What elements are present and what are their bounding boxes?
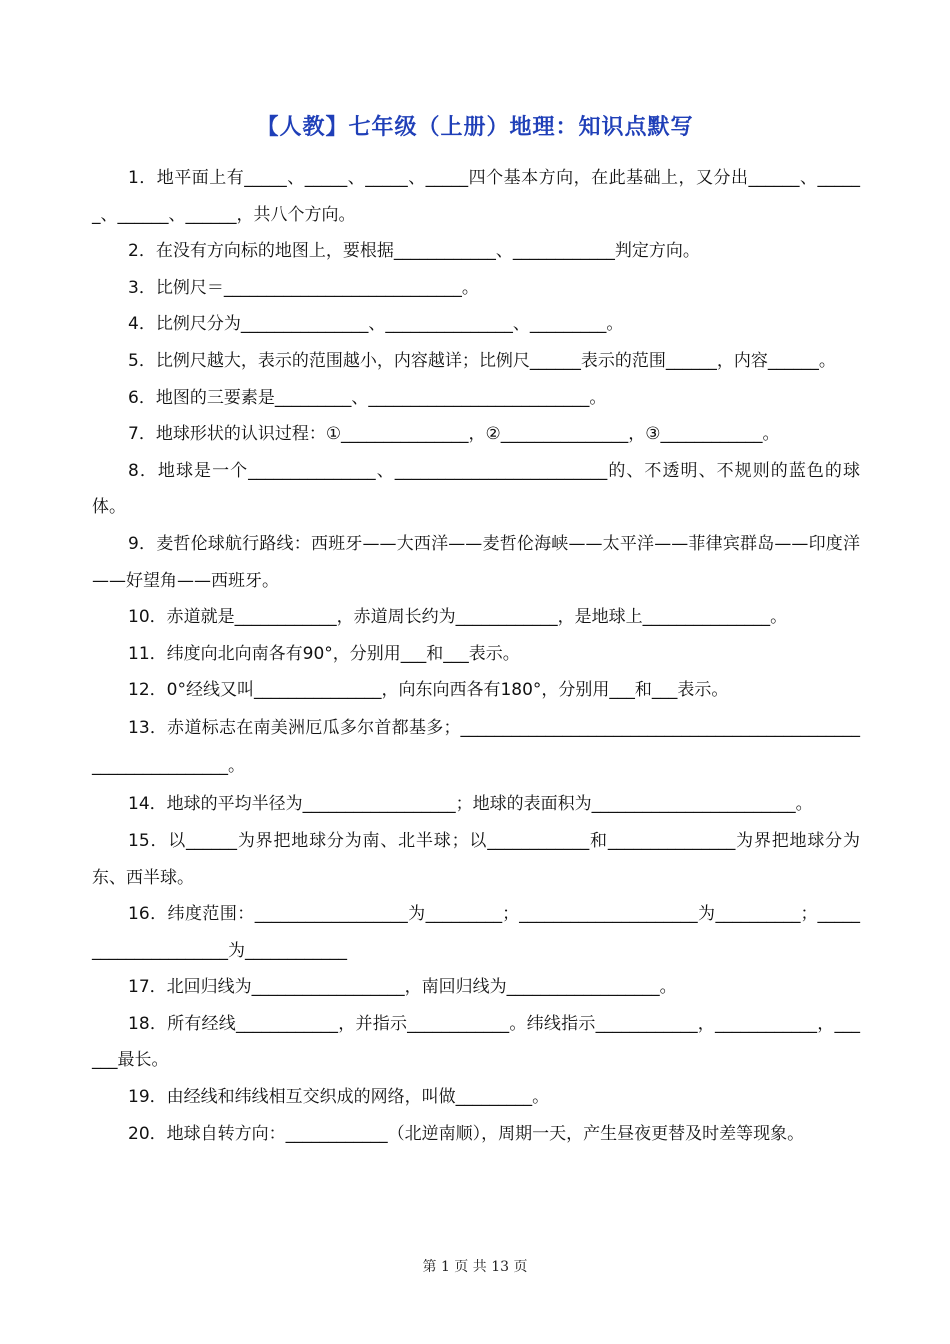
question-item-16: 16．纬度范围：__________________为_________；_____________________为__________；_____________________为____________: [92, 904, 860, 961]
question-item-20: 20．地球自转方向：____________（北逆南顺），周期一天，产生昼夜更替及时差等现象。: [128, 1123, 805, 1144]
document-title: 【人教】七年级（上册）地理：知识点默写: [256, 115, 694, 140]
question-item-2: 2．在没有方向标的地图上，要根据____________、____________判定方向。: [128, 241, 700, 262]
question-item-1: 1．地平面上有_____、_____、_____、_____四个基本方向，在此基础上，又分出______、______、______、______，共八个方向。: [92, 168, 860, 225]
question-item-10: 10．赤道就是____________，赤道周长约为____________，是地球上_______________。: [128, 607, 788, 628]
question-item-7: 7．地球形状的认识过程：①_______________，②_______________，③____________。: [128, 424, 780, 445]
page-footer: 第 1 页 共 13 页: [422, 1259, 528, 1275]
question-item-6: 6．地图的三要素是_________、__________________________。: [128, 387, 607, 408]
question-item-5: 5．比例尺越大，表示的范围越小，内容越详；比例尺______表示的范围______，内容______。: [128, 350, 836, 371]
question-item-9: 9．麦哲伦球航行路线：西班牙——大西洋——麦哲伦海峡——太平洋——菲律宾群岛——印度洋——好望角——西班牙。: [92, 533, 860, 591]
question-item-19: 19．由经线和纬线相互交织成的网络，叫做_________。: [128, 1087, 550, 1108]
question-item-14: 14．地球的平均半径为__________________；地球的表面积为________________________。: [128, 793, 813, 814]
question-item-12: 12．0°经线又叫_______________，向东向西各有180°，分别用___和___表示。: [128, 680, 729, 701]
question-item-4: 4．比例尺分为_______________、_______________、_________。: [128, 314, 624, 335]
question-item-18: 18．所有经线____________，并指示____________。纬线指示____________，____________，______最长。: [92, 1013, 860, 1071]
question-item-11: 11．纬度向北向南各有90°，分别用___和___表示。: [128, 643, 520, 664]
question-item-17: 17．北回归线为__________________，南回归线为__________________。: [128, 977, 677, 998]
question-item-15: 15．以______为界把地球分为南、北半球；以____________和_______________为界把地球分为东、西半球。: [92, 830, 860, 888]
question-item-8: 8．地球是一个_______________、_________________________的、不透明、不规则的蓝色的球体。: [92, 460, 860, 518]
question-list: [92, 160, 860, 1152]
question-item-3: 3．比例尺＝____________________________。: [128, 277, 479, 298]
question-item-13: 13．赤道标志在南美洲厄瓜多尔首都基多；_______________________________________________________________。: [92, 717, 860, 776]
